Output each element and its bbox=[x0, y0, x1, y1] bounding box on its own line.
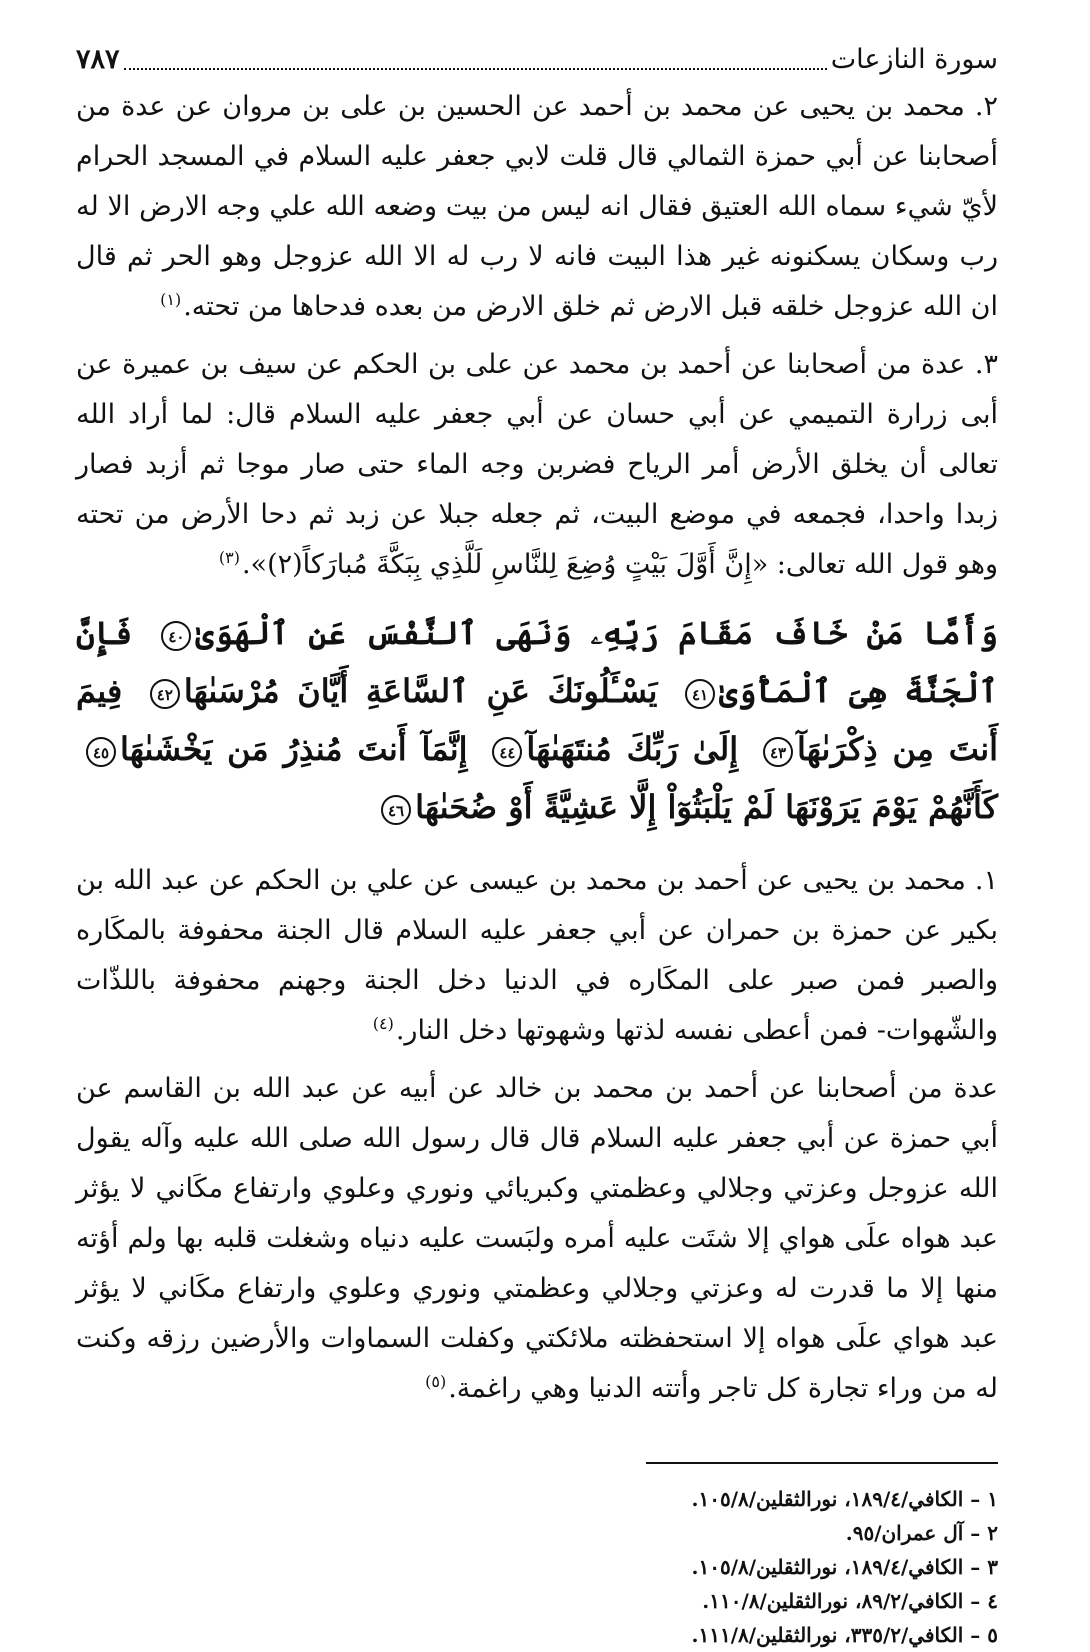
verse-text: كَأَنَّهُمْ يَوْمَ يَرَوْنَهَا لَمْ يَلْبَثُوٓاْ إِلَّا عَشِيَّةً أَوْ ضُحَىٰهَا bbox=[415, 788, 998, 826]
hadith-paragraph bbox=[76, 82, 998, 332]
verse-text: وَأَمَّا مَنْ خَافَ مَقَامَ رَبِّهِۦ وَنَهَى ٱلنَّفْسَ عَنِ ٱلْهَوَىٰ bbox=[195, 614, 998, 652]
ayah-number-icon: ٤١ bbox=[685, 679, 715, 709]
verse-text: إِلَىٰ رَبِّكَ مُنتَهَىٰهَآ bbox=[526, 730, 739, 768]
footnote-item: ٤ – الكافي/٨٩/٢، نورالثقلين/١١٠/٨. bbox=[702, 1589, 998, 1613]
hadith-text: عدة من أصحابنا عن أحمد بن محمد بن خالد عن أبيه عن عبد الله بن القاسم عن أبي حمزة عن أبي جعفر عليه السلام قال قال رسول الله صلى الله عليه وآله يقول الله عزوجل وعزتي وجلالي وعظمتي وكبريائي ونوري وعلوي وارتفاع مكَاني لا يؤثر عبد هواه علَى هواي إلا شتَت عليه أمره ولبَست عليه دنياه وشغلت قلبه بها ولم أؤته منها إلا ما قدرت له وعزتي وجلالي وعظمتي ونوري وعلوي وارتفاع مكَاني لا يؤثر عبد هواي علَى هواه إلا استحفظته ملائكتي وكفلت السماوات والأرضين رزقه وكنت له من وراء تجارة كل تاجر وأتته الدنيا وهي راغمة. bbox=[76, 1073, 998, 1404]
footnote-divider bbox=[646, 1462, 998, 1464]
footnote-item: ٢ – آل عمران/٩٥. bbox=[845, 1521, 998, 1545]
footnote-item: ٥ – الكافي/٣٣٥/٢، نورالثقلين/١١١/٨. bbox=[691, 1623, 998, 1647]
verse-text: إِنَّمَآ أَنتَ مُنذِرُ مَن يَخْشَىٰهَا bbox=[120, 730, 468, 768]
hadith-paragraph bbox=[76, 856, 998, 1056]
page-header bbox=[76, 36, 998, 82]
verse-text: فَإِنَّ ٱلْجَنَّةَ هِىَ ٱلْمَأْوَىٰ bbox=[76, 614, 999, 710]
footnote-ref: (١) bbox=[160, 290, 182, 309]
quran-verse bbox=[146, 672, 658, 710]
quran-verses bbox=[76, 604, 998, 836]
page-number: ٧٨٧ bbox=[76, 44, 120, 75]
footnote-item: ١ – الكافي/١٨٩/٤، نورالثقلين/١٠٥/٨. bbox=[691, 1487, 998, 1511]
ayah-number-icon: ٤٣ bbox=[763, 737, 793, 767]
hadith-paragraph bbox=[76, 1064, 998, 1414]
footnote-item: ٣ – الكافي/١٨٩/٤، نورالثقلين/١٠٥/٨. bbox=[691, 1555, 998, 1579]
hadith-text: ٢. محمد بن يحيى عن محمد بن أحمد عن الحسين بن على بن مروان عن عدة من أصحابنا عن أبي حمزة الثمالي قال قلت لابي جعفر عليه السلام في المسجد الحرام لأيّ شيء سماه الله العتيق فقال انه ليس من بيت وضعه الله علي وجه الارض الا له رب وسكان يسكنونه غير هذا البيت فانه لا رب له الا الله عزوجل وهو الحر ثم قال ان الله عزوجل خلقه قبل الارض ثم خلق الارض من بعده فدحاها من تحته. bbox=[76, 91, 998, 322]
verse-text: فِيمَ أَنتَ مِن ذِكْرَىٰهَآ bbox=[76, 672, 999, 768]
ayah-number-icon: ٤٦ bbox=[381, 795, 411, 825]
verse-text: يَسْـَٔلُونَكَ عَنِ ٱلسَّاعَةِ أَيَّانَ مُرْسَىٰهَا bbox=[183, 672, 658, 710]
quran-verse bbox=[157, 614, 998, 652]
quran-verse bbox=[377, 788, 998, 826]
hadith-text: ٣. عدة من أصحابنا عن أحمد بن محمد عن على بن الحكم عن سيف بن عميرة عن أبى زرارة التميمي عن أبي حسان عن أبي جعفر عليه السلام قال: لما أراد الله تعالى أن يخلق الأرض أمر الرياح فضربن وجه الماء حتى صار موجا ثم أزبد فصار زبدا واحدا، فجمعه في موضع البيت، ثم جعله جبلا عن زبد ثم دحا الأرض من تحته وهو قول الله تعالى: «إِنَّ أَوَّلَ بَيْتٍ وُضِعَ لِلنَّاسِ لَلَّذِي بِبَكَّةَ مُبارَكاً(٢)». bbox=[76, 349, 998, 580]
hadith-paragraph bbox=[76, 340, 998, 590]
header-leader-dots bbox=[124, 68, 827, 70]
ayah-number-icon: ٤٤ bbox=[492, 737, 522, 767]
ayah-number-icon: ٤٥ bbox=[86, 737, 116, 767]
surah-title: سورة النازعات bbox=[830, 44, 998, 75]
footnote-ref: (٥) bbox=[425, 1372, 447, 1391]
ayah-number-icon: ٤٢ bbox=[150, 679, 180, 709]
quran-verse bbox=[488, 730, 738, 768]
ayah-number-icon: ٤٠ bbox=[161, 621, 191, 651]
hadith-text: ١. محمد بن يحيى عن أحمد بن محمد بن عيسى عن علي بن الحكم عن عبد الله بن بكير عن حمزة بن حمران عن أبي جعفر عليه السلام قال الجنة محفوفة بالمكَاره والصبر فمن صبر على المكَاره في الدنيا دخل الجنة وجهنم محفوفة باللذّات والشّهوات- فمن أعطى نفسه لذتها وشهوتها دخل النار. bbox=[76, 865, 998, 1046]
footnotes-list bbox=[76, 1482, 998, 1652]
footnote-ref: (٣) bbox=[218, 548, 240, 567]
footnote-ref: (٤) bbox=[372, 1014, 394, 1033]
quran-verse bbox=[82, 730, 468, 768]
